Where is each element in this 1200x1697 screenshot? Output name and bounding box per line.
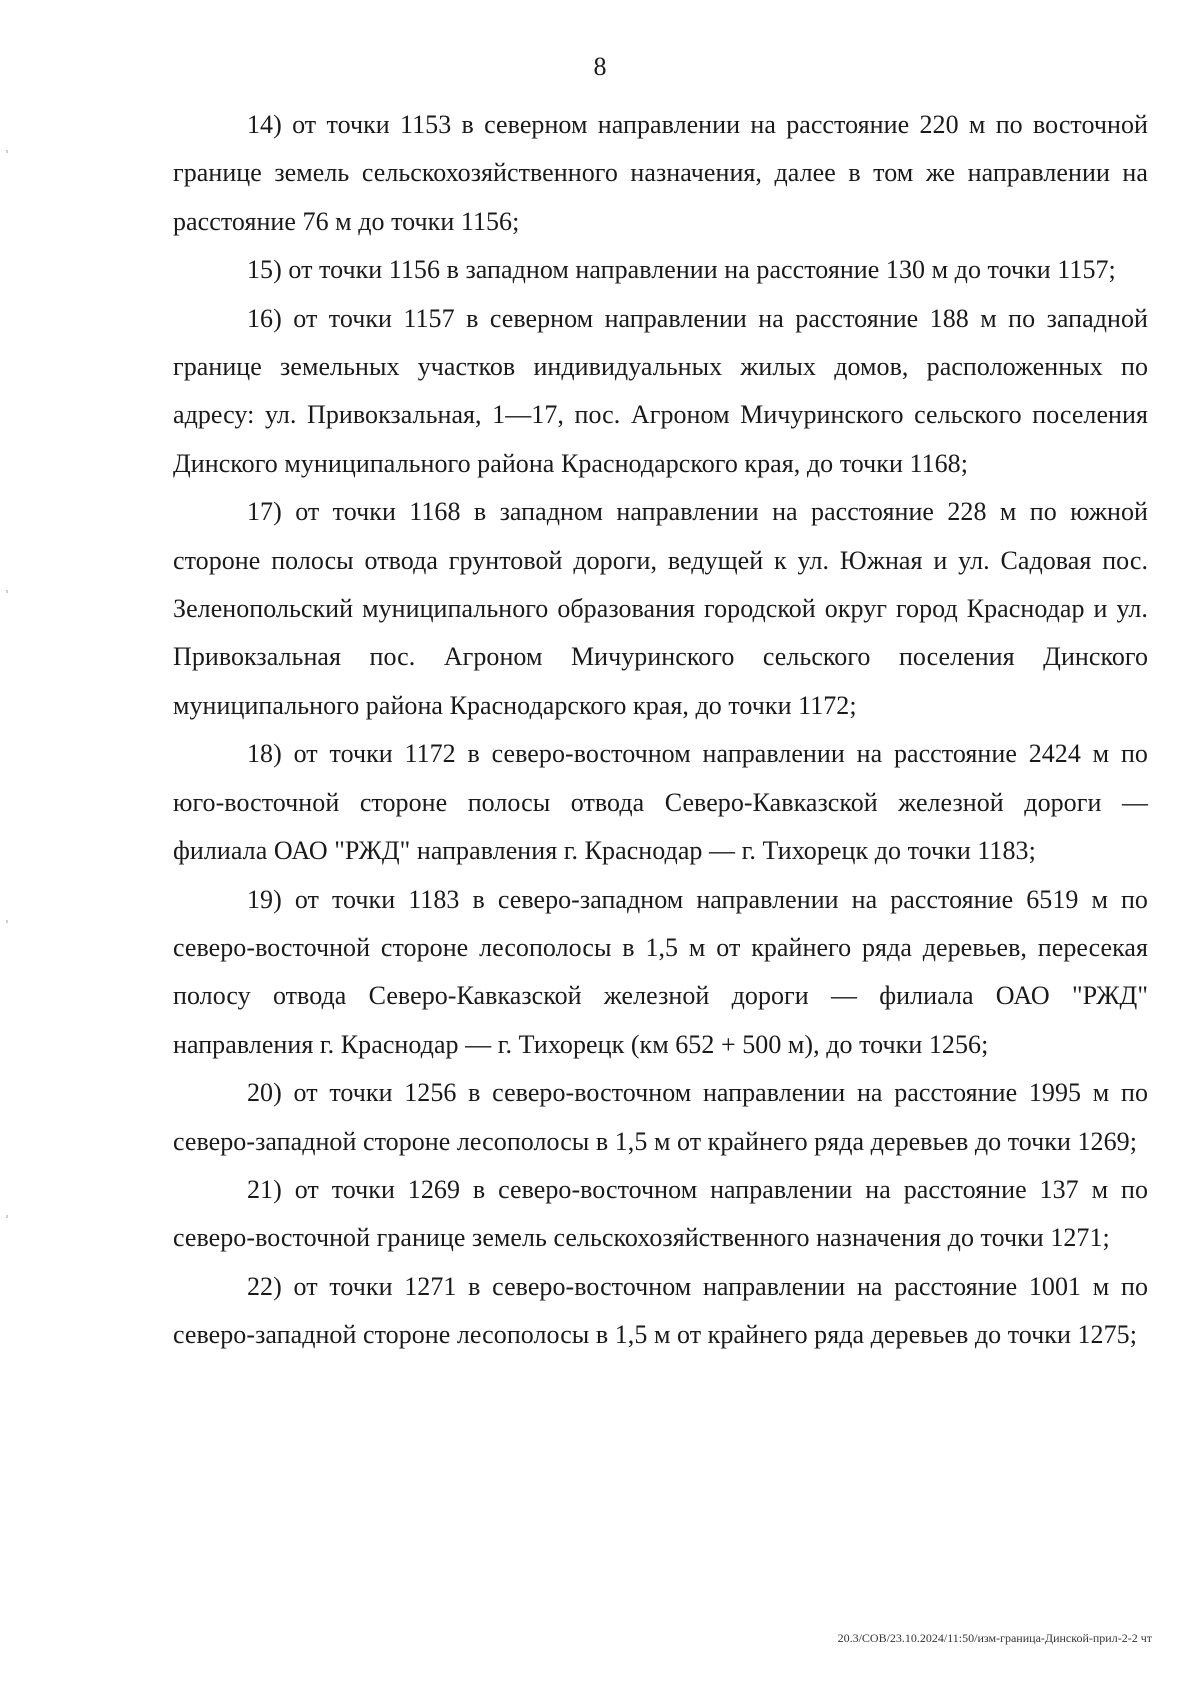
boundary-item-22: 22) от точки 1271 в северо-восточном направлении на расстояние 1001 м по северо-западной стороне лесополосы в 1,5 м от крайнего ряда деревьев до точки 1275;	[173, 1271, 1148, 1350]
boundary-item-20: 20) от точки 1256 в северо-восточном направлении на расстояние 1995 м по северо-западной стороне лесополосы в 1,5 м от крайнего ряда деревьев до точки 1269;	[173, 1078, 1148, 1156]
boundary-item-17: 17) от точки 1168 в западном направлении на расстояние 228 м по южной стороне полосы отвода грунтовой дороги, ведущей к ул. Южная и ул. Садовая пос. Зеленопольский муниципального образования городской округ город Краснодар и ул. Привокзальная пос. Агроном Мичуринского сельского поселения Динского муниципального района Краснодарского края, до точки 1172;	[173, 497, 1148, 720]
boundary-item-19: 19) от точки 1183 в северо-западном направлении на расстояние 6519 м по северо-восточной стороне лесополосы в 1,5 м от крайнего ряда деревьев, пересекая полосу отвода Северо-Кавказской железной дороги — филиала ОАО "РЖД" направления г. Краснодар — г. Тихорецк (км 652 + 500 м), до точки 1256;	[173, 884, 1148, 1059]
boundary-item-14: 14) от точки 1153 в северном направлении на расстояние 220 м по восточной границе земель сельскохозяйственного назначения, далее в том же направлении на расстояние 76 м до точки 1156;	[173, 110, 1148, 236]
document-footer-code: 20.3/СОВ/23.10.2024/11:50/изм-граница-Динской-прил-2-2 чт	[837, 1631, 1152, 1645]
boundary-description	[173, 101, 1148, 1360]
scan-edge-mark	[6, 920, 8, 923]
scan-edge-mark	[6, 1215, 8, 1218]
boundary-item-16: 16) от точки 1157 в северном направлении на расстояние 188 м по западной границе земельных участков индивидуальных жилых домов, расположенных по адресу: ул. Привокзальная, 1—17, пос. Агроном Мичуринского сельского поселения Динского муниципального района Краснодарского края, до точки 1168;	[173, 303, 1148, 478]
scan-edge-mark	[6, 150, 8, 153]
boundary-item-18: 18) от точки 1172 в северо-восточном направлении на расстояние 2424 м по юго-восточной стороне полосы отвода Северо-Кавказской железной дороги — филиала ОАО "РЖД" направления г. Краснодар — г. Тихорецк до точки 1183;	[173, 739, 1148, 866]
boundary-item-21: 21) от точки 1269 в северо-восточном направлении на расстояние 137 м по северо-восточной границе земель сельскохозяйственного назначения до точки 1271;	[173, 1174, 1148, 1253]
scan-edge-mark	[6, 590, 8, 593]
boundary-item-15: 15) от точки 1156 в западном направлении на расстояние 130 м до точки 1157;	[247, 255, 1116, 285]
page-number: 8	[593, 52, 607, 81]
